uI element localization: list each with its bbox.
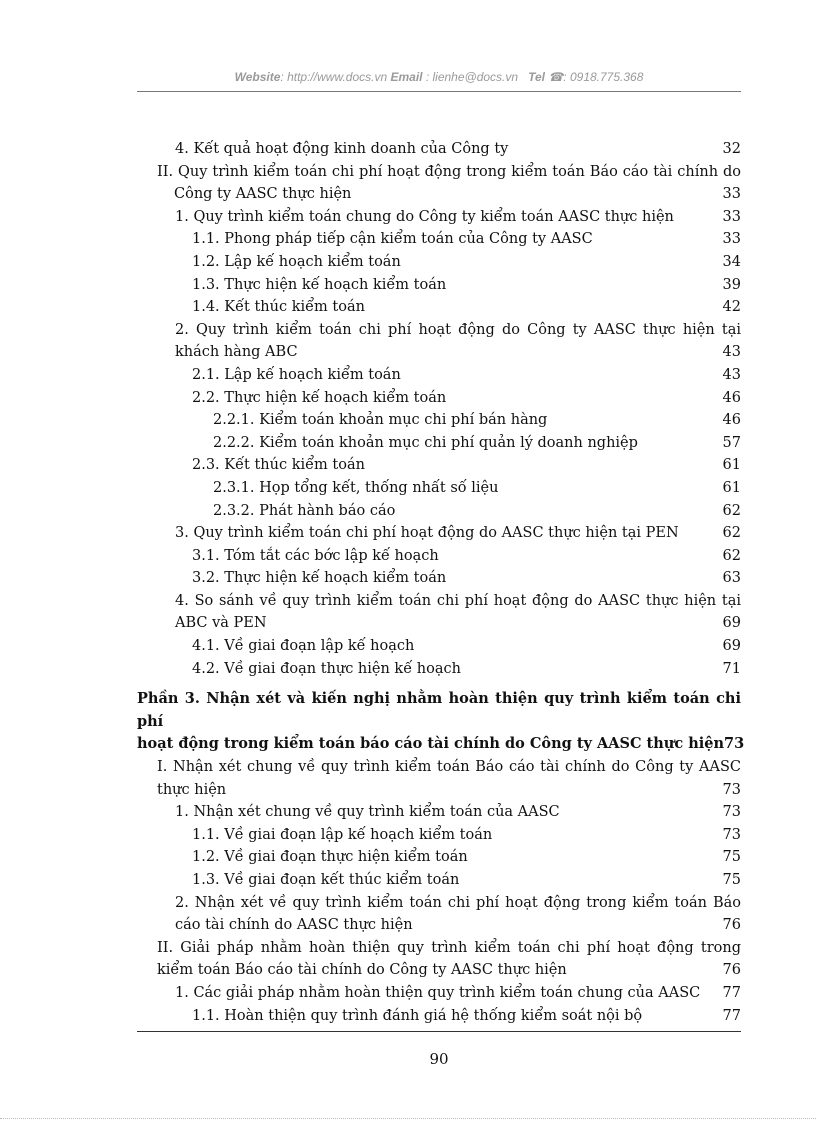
toc-entry-title: 4. Kết quả hoạt động kinh doanh của Công ty [175,141,509,157]
toc-entry-page: 77 [722,984,741,1001]
table-of-contents [137,138,745,1027]
toc-entry-page: 77 [722,1007,741,1024]
toc-entry [137,892,741,937]
website-value: : http://www.docs.vn [280,70,388,84]
toc-entry-title: 1. Nhận xét chung về quy trình kiểm toán của AASC [175,804,560,821]
toc-entry-title-line1: II. Giải pháp nhằm hoàn thiện quy trình kiểm toán chi phí hoạt động trong [157,939,741,956]
toc-entry-title-line2: cáo tài chính do AASC thực hiện [175,917,413,934]
toc-entry-title-line2: Công ty AASC thực hiện [174,186,352,203]
toc-entry-page: 75 [722,849,741,866]
tel-label: Tel [528,70,545,84]
toc-entry-title: 4.2. Về giai đoạn thực hiện kế hoạch [192,660,461,677]
toc-entry-page: 76 [722,917,741,934]
toc-entry-title: 3.2. Thực hiện kế hoạch kiểm toán [192,570,447,587]
toc-entry-title-line2: kiểm toán Báo cáo tài chính do Công ty AASC thực hiện [157,962,567,979]
toc-entry-title: 1. Các giải pháp nhằm hoàn thiện quy trình kiểm toán chung của AASC [175,984,701,1001]
toc-entry-page: 69 [722,638,741,655]
toc-entry [137,658,741,681]
toc-entry [137,477,741,500]
toc-entry [137,982,741,1005]
toc-entry-title: 2.1. Lập kế hoạch kiểm toán [192,366,401,383]
toc-entry-page: 76 [722,962,741,979]
toc-entry-title: 2.3. Kết thúc kiểm toán [192,457,365,474]
toc-entry [137,500,741,523]
section-gap [137,680,741,688]
toc-entry-title-line2: hoạt động trong kiểm toán báo cáo tài chính do Công ty AASC thực hiện [137,735,725,753]
toc-entry [137,228,741,251]
toc-entry-title: 1.3. Về giai đoạn kết thúc kiểm toán [192,872,460,888]
toc-entry [137,688,745,756]
toc-entry-page: 32 [722,141,741,157]
toc-entry-title: 1.4. Kết thúc kiểm toán [192,299,365,316]
toc-entry-page: 69 [722,615,741,632]
toc-entry-page: 73 [722,781,741,798]
toc-entry-title-line1: I. Nhận xét chung về quy trình kiểm toán Báo cáo tài chính do Công ty AASC [157,759,741,776]
toc-entry [137,846,741,869]
toc-entry-title: 1.2. Về giai đoạn thực hiện kiểm toán [192,849,468,866]
toc-entry-page: 39 [722,276,741,293]
toc-entry-title: 2.3.2. Phát hành báo cáo [213,502,396,519]
toc-entry-title-line1: 4. So sánh về quy trình kiểm toán chi phí hoạt động do AASC thực hiện tại [175,592,741,609]
toc-entry-title: 1.1. Phong pháp tiếp cận kiểm toán của Công ty AASC [192,231,593,248]
toc-entry-page: 73 [722,804,741,821]
toc-entry-page: 43 [722,366,741,383]
toc-entry [137,274,741,297]
toc-entry-title: 4.1. Về giai đoạn lập kế hoạch [192,638,415,655]
toc-entry-title-line2: ABC và PEN [175,615,267,632]
toc-entry-page: 62 [722,525,741,542]
toc-entry-title: 1. Quy trình kiểm toán chung do Công ty kiểm toán AASC thực hiện [175,208,674,225]
toc-entry-page: 71 [722,660,741,677]
toc-entry [137,409,741,432]
toc-entry-title: 2.2. Thực hiện kế hoạch kiểm toán [192,389,447,406]
toc-entry-page: 62 [722,547,741,564]
footer-divider [137,1031,741,1032]
toc-entry-title-line2: khách hàng ABC [175,344,298,361]
toc-entry-title: 1.1. Hoàn thiện quy trình đánh giá hệ thống kiểm soát nội bộ [192,1007,643,1024]
toc-entry [137,869,741,892]
toc-entry [137,801,741,824]
toc-entry [137,319,741,364]
toc-entry-title: 1.2. Lập kế hoạch kiểm toán [192,253,401,270]
toc-entry-title: 2.2.2. Kiểm toán khoản mục chi phí quản lý doanh nghiệp [213,434,638,451]
toc-entry-title: 1.1. Về giai đoạn lập kế hoạch kiểm toán [192,826,493,843]
toc-entry [137,522,741,545]
toc-entry [137,756,741,801]
toc-entry-page: 33 [722,208,741,225]
toc-entry-page: 61 [722,479,741,496]
toc-entry-page: 46 [722,412,741,429]
toc-entry [137,545,741,568]
toc-entry [137,387,741,410]
toc-entry-page: 75 [722,872,741,888]
toc-entry-page: 42 [722,299,741,316]
toc-entry-page: 33 [722,186,741,203]
toc-entry-title-line1: 2. Nhận xét về quy trình kiểm toán chi phí hoạt động trong kiểm toán Báo [175,894,741,911]
toc-entry-page: 73 [724,735,745,753]
toc-entry-page: 43 [722,344,741,361]
toc-entry-title: 1.3. Thực hiện kế hoạch kiểm toán [192,276,447,293]
page-header [137,70,741,84]
toc-entry [137,454,741,477]
bottom-dotted-edge [0,1118,816,1119]
toc-entry [137,364,741,387]
toc-entry [137,590,741,635]
toc-entry [137,937,741,982]
toc-entry-title: 2.3.1. Họp tổng kết, thống nhất số liệu [213,479,499,496]
website-label: Website [234,70,281,84]
toc-entry-title: 2.2.1. Kiểm toán khoản mục chi phí bán hàng [213,412,548,429]
toc-entry [137,161,741,206]
toc-entry-page: 34 [722,253,741,270]
toc-entry [137,824,741,847]
toc-entry-page: 57 [722,434,741,451]
toc-entry-page: 63 [722,570,741,587]
toc-entry [137,251,741,274]
toc-entry-page: 73 [722,826,741,843]
toc-entry-title-line1: II. Quy trình kiểm toán chi phí hoạt động trong kiểm toán Báo cáo tài chính do [157,163,741,180]
toc-entry-title-line2: thực hiện [157,781,227,798]
toc-entry [137,206,741,229]
phone-icon: ☎ [548,70,564,84]
email-label: Email [390,70,423,84]
toc-entry [137,138,741,161]
toc-entry-title: 3. Quy trình kiểm toán chi phí hoạt động do AASC thực hiện tại PEN [175,525,679,542]
toc-entry-page: 62 [722,502,741,519]
toc-entry-page: 61 [722,457,741,474]
toc-entry-page: 46 [722,389,741,406]
toc-entry [137,432,741,455]
toc-entry-title: 3.1. Tóm tắt các bớc lập kế hoạch [192,547,439,564]
toc-entry-page: 33 [722,231,741,248]
toc-entry [137,635,741,658]
tel-value: : 0918.775.368 [563,70,644,84]
header-divider [137,91,741,92]
toc-entry-title-line1: 2. Quy trình kiểm toán chi phí hoạt động do Công ty AASC thực hiện tại [175,321,741,338]
toc-entry [137,1005,741,1028]
page-number: 90 [429,1050,449,1068]
toc-entry [137,567,741,590]
toc-entry-title-line1: Phần 3. Nhận xét và kiến nghị nhằm hoàn thiện quy trình kiểm toán chi phí [137,690,741,730]
toc-entry [137,296,741,319]
email-value: : lienhe@docs.vn [422,70,519,84]
